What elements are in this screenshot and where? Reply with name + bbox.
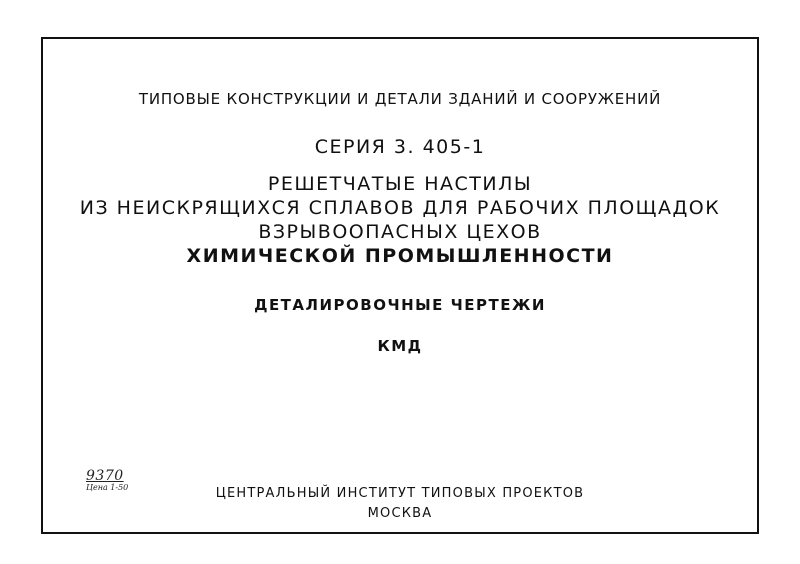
title-page-frame [41,37,759,534]
title-line-3: ВЗРЫВООПАСНЫХ ЦЕХОВ [258,221,542,243]
drawing-mark: КМД [377,337,423,355]
publisher-city: МОСКВА [367,506,433,521]
price-label: Цена 1-50 [86,483,129,492]
publisher-name: ЦЕНТРАЛЬНЫЙ ИНСТИТУТ ТИПОВЫХ ПРОЕКТОВ [215,486,585,501]
title-line-2: ИЗ НЕИСКРЯЩИХСЯ СПЛАВОВ ДЛЯ РАБОЧИХ ПЛОЩАДОК [79,197,721,219]
series-number: СЕРИЯ 3. 405-1 [314,136,486,158]
title-line-1: РЕШЕТЧАТЫЕ НАСТИЛЫ [267,173,533,195]
document-header: ТИПОВЫЕ КОНСТРУКЦИИ И ДЕТАЛИ ЗДАНИЙ И СООРУЖЕНИЙ [138,90,662,108]
title-line-4: ХИМИЧЕСКОЙ ПРОМЫШЛЕННОСТИ [186,245,614,267]
document-subtitle: ДЕТАЛИРОВОЧНЫЕ ЧЕРТЕЖИ [254,296,546,314]
inventory-number: 9370 [86,468,124,484]
